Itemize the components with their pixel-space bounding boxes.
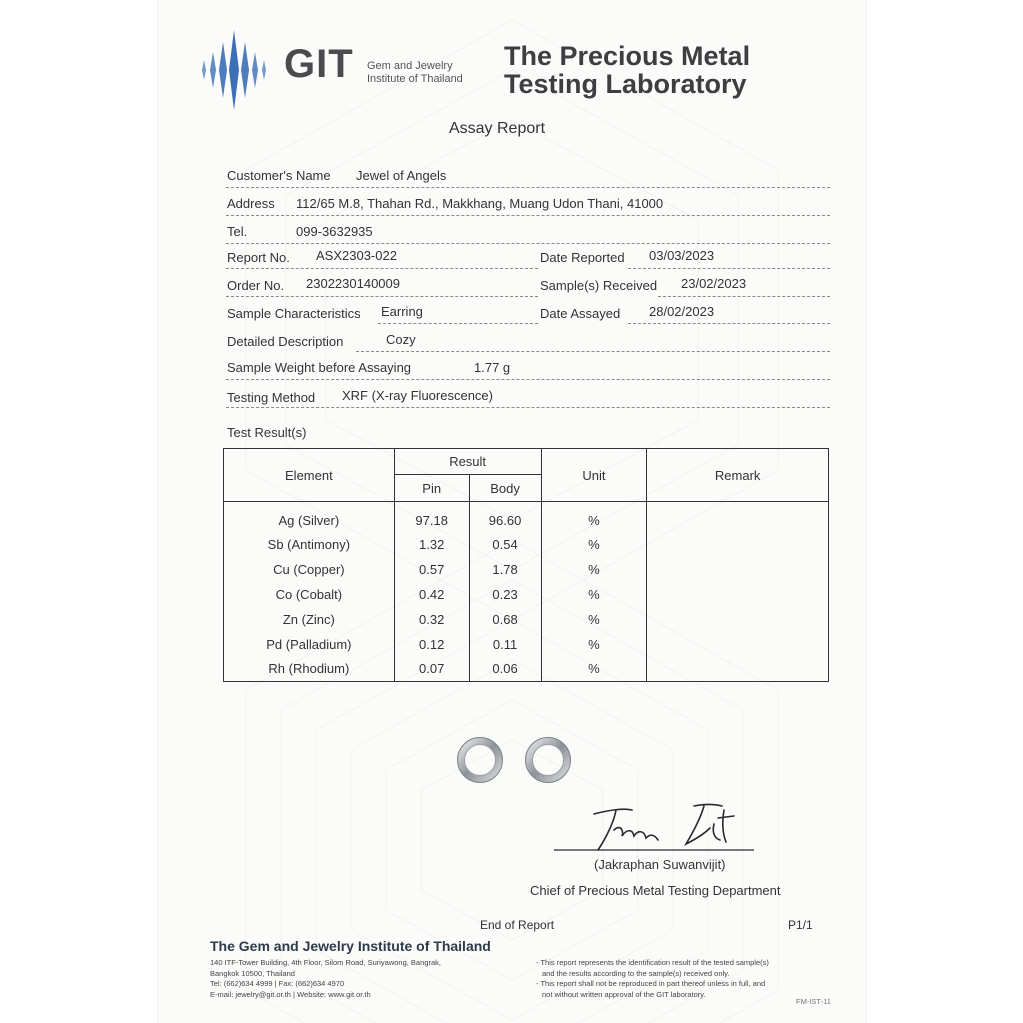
- cell-element: Rh (Rhodium): [224, 656, 395, 681]
- table-row: [224, 557, 829, 582]
- earring-right: [526, 738, 571, 783]
- cell-pin: 1.32: [394, 533, 469, 558]
- table-row: [224, 632, 829, 657]
- table-row: [224, 533, 829, 558]
- date-assayed-label: Date Assayed: [540, 306, 621, 321]
- cell-pin: 97.18: [394, 502, 469, 533]
- cell-unit: %: [541, 557, 647, 582]
- cell-element: Co (Cobalt): [224, 582, 395, 607]
- footer-note-line2: and the results according to the sample(s) received only.: [542, 968, 730, 978]
- detailed-description-label: Detailed Description: [227, 334, 344, 349]
- cell-unit: %: [541, 607, 647, 632]
- date-reported-label: Date Reported: [540, 250, 625, 265]
- signatory-title: Chief of Precious Metal Testing Department: [530, 883, 781, 898]
- field-underline: [628, 323, 830, 324]
- field-underline: [226, 243, 830, 244]
- cell-element: Sb (Antimony): [224, 533, 395, 558]
- earring-photo: [450, 736, 580, 786]
- org-subtitle-line2: Institute of Thailand: [367, 73, 463, 85]
- field-underline: [356, 351, 830, 352]
- handwritten-signature: [554, 800, 764, 856]
- end-of-report: End of Report: [480, 918, 555, 932]
- cell-body: 0.54: [469, 533, 541, 558]
- cell-pin: 0.32: [394, 607, 469, 632]
- footer-note-line4: not without written approval of the GIT laboratory.: [542, 989, 706, 999]
- header-element: Element: [224, 449, 395, 502]
- earring-left: [458, 738, 503, 783]
- header-unit: Unit: [541, 449, 647, 502]
- header-pin: Pin: [394, 475, 469, 502]
- table-row: [224, 582, 829, 607]
- header-remark: Remark: [647, 449, 829, 502]
- lab-title-line1: The Precious Metal: [504, 41, 751, 71]
- footer-address: [210, 958, 510, 1000]
- field-underline: [226, 407, 830, 408]
- address-value: 112/65 M.8, Thahan Rd., Makkhang, Muang Udon Thani, 41000: [296, 196, 664, 211]
- cell-element: Ag (Silver): [224, 502, 395, 533]
- report-title: Assay Report: [448, 120, 546, 137]
- sample-weight-label: Sample Weight before Assaying: [227, 360, 412, 375]
- cell-pin: 0.42: [394, 582, 469, 607]
- test-results-label: Test Result(s): [227, 425, 307, 440]
- git-wordmark: GIT: [284, 42, 354, 86]
- customer-name-value: Jewel of Angels: [356, 168, 447, 183]
- results-table: [223, 448, 829, 682]
- org-subtitle: [367, 60, 463, 86]
- field-underline: [226, 268, 538, 269]
- table-row: [224, 502, 829, 533]
- samples-received-value: 23/02/2023: [681, 276, 747, 291]
- form-code: FM-IST-11: [796, 997, 831, 1006]
- tel-label: Tel.: [227, 224, 248, 239]
- footer-notes: [536, 958, 836, 1000]
- field-underline: [658, 296, 830, 297]
- sample-characteristics-label: Sample Characteristics: [227, 306, 361, 321]
- org-subtitle-line1: Gem and Jewelry: [367, 60, 453, 72]
- assay-report-paper: [158, 0, 866, 1023]
- cell-remark: [647, 533, 829, 558]
- table-row: [224, 656, 829, 681]
- footer-org-name: The Gem and Jewelry Institute of Thailand: [210, 938, 491, 954]
- footer-address-line2: Bangkok 10500, Thailand: [210, 968, 295, 978]
- order-no-value: 2302230140009: [306, 276, 400, 291]
- customer-name-label: Customer's Name: [227, 168, 331, 183]
- cell-body: 0.68: [469, 607, 541, 632]
- cell-unit: %: [541, 533, 647, 558]
- field-underline: [226, 379, 830, 380]
- cell-body: 96.60: [469, 502, 541, 533]
- cell-unit: %: [541, 502, 647, 533]
- cell-unit: %: [541, 656, 647, 681]
- header-result: Result: [394, 449, 541, 475]
- lab-title: [504, 42, 750, 98]
- cell-element: Pd (Palladium): [224, 632, 395, 657]
- field-underline: [226, 296, 538, 297]
- field-underline: [226, 215, 830, 216]
- testing-method-label: Testing Method: [227, 390, 316, 405]
- order-no-label: Order No.: [227, 278, 285, 293]
- report-no-value: ASX2303-022: [316, 248, 397, 263]
- cell-remark: [647, 502, 829, 533]
- cell-body: 1.78: [469, 557, 541, 582]
- field-underline: [378, 323, 538, 324]
- cell-remark: [647, 557, 829, 582]
- cell-pin: 0.57: [394, 557, 469, 582]
- testing-method-value: XRF (X-ray Fluorescence): [342, 388, 493, 403]
- date-reported-value: 03/03/2023: [649, 248, 715, 263]
- cell-body: 0.23: [469, 582, 541, 607]
- cell-remark: [647, 656, 829, 681]
- results-body: [224, 502, 829, 682]
- detailed-description-value: Cozy: [386, 332, 416, 347]
- lab-title-line2: Testing Laboratory: [504, 69, 747, 99]
- sample-weight-value: 1.77 g: [474, 360, 511, 375]
- cell-remark: [647, 607, 829, 632]
- report-no-label: Report No.: [227, 250, 290, 265]
- footer-address-line1: 140 ITF-Tower Building, 4th Floor, Silom Road, Suriyawong, Bangrak,: [210, 958, 441, 967]
- tel-value: 099-3632935: [296, 224, 373, 239]
- field-underline: [628, 268, 830, 269]
- footer-address-line4: E-mail: jewelry@git.or.th | Website: www.git.or.th: [210, 989, 371, 999]
- signatory-name: (Jakraphan Suwanvijit): [594, 857, 726, 872]
- cell-body: 0.06: [469, 656, 541, 681]
- date-assayed-value: 28/02/2023: [649, 304, 715, 319]
- git-logo-icon: [198, 28, 270, 112]
- cell-remark: [647, 582, 829, 607]
- cell-element: Zn (Zinc): [224, 607, 395, 632]
- table-row: [224, 607, 829, 632]
- address-label: Address: [227, 196, 275, 211]
- sample-characteristics-value: Earring: [381, 304, 423, 319]
- field-underline: [226, 187, 830, 188]
- cell-element: Cu (Copper): [224, 557, 395, 582]
- samples-received-label: Sample(s) Received: [540, 278, 658, 293]
- cell-remark: [647, 632, 829, 657]
- cell-pin: 0.07: [394, 656, 469, 681]
- footer-address-line3: Tel: (662)634 4999 | Fax: (662)634 4970: [210, 979, 345, 988]
- footer-note-line1: - This report represents the identification result of the tested sample(s): [536, 958, 769, 967]
- cell-body: 0.11: [469, 632, 541, 657]
- page-number: P1/1: [788, 918, 813, 932]
- cell-unit: %: [541, 582, 647, 607]
- footer-note-line3: - This report shall not be reproduced in part thereof unless in full, and: [536, 979, 766, 988]
- cell-unit: %: [541, 632, 647, 657]
- cell-pin: 0.12: [394, 632, 469, 657]
- header-body: Body: [469, 475, 541, 502]
